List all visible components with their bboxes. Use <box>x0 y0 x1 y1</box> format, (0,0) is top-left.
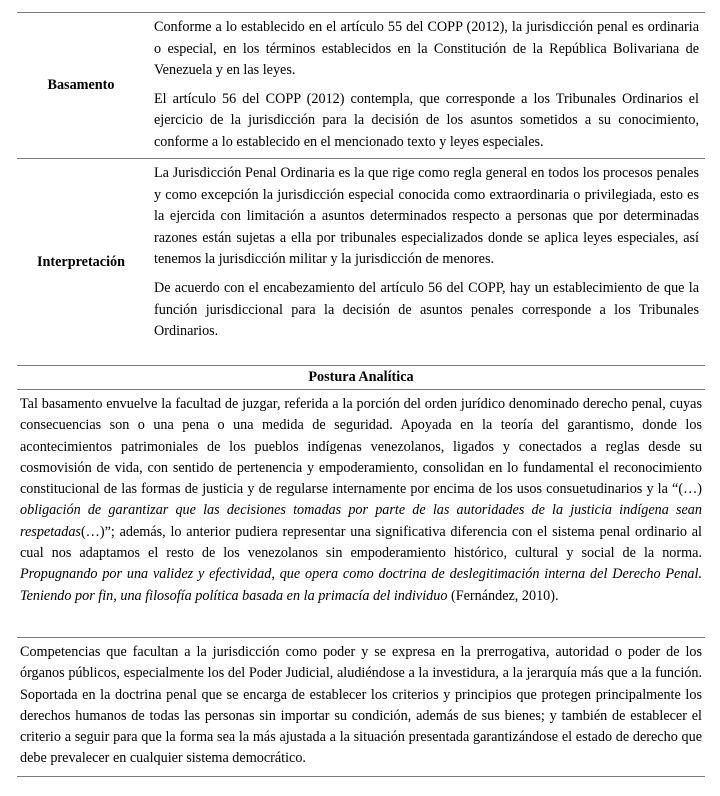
text-run: Tal basamento envuelve la facultad de juzgar, referida a la porción del orden jurídico denominado derecho penal, cuyas consecuencias son o una pena o una medida de seguridad. Apoyada en la teoría del garantismo, donde los acontecimientos patrimoniales de los pueblos indígenas venezolanos, ligados y conectados a reglas desde su cosmovisión de vida, con sentido de pertenencia y empoderamiento, consolidan en lo fundamental el reconocimiento constitucional de las formas de justicia y de regularse internamente por encima de los usos consuetudinarios y la “(…) <box>20 396 702 498</box>
row-label: Interpretación <box>37 253 125 270</box>
table-row-interpretacion <box>17 159 705 365</box>
postura-paragraph-1 <box>17 390 705 637</box>
paragraph <box>20 394 702 607</box>
table-row-basamento <box>17 13 705 158</box>
row-content <box>145 159 705 365</box>
italic-quote: obligación de garantizar que las decisiones tomadas por parte de las autoridades de la justicia indígena sean respetadas <box>20 502 702 540</box>
citation: (Fernández, 2010). <box>447 587 559 604</box>
section-header: Postura Analítica <box>308 369 414 385</box>
row-label: Basamento <box>47 77 115 93</box>
paragraph: La Jurisdicción Penal Ordinaria es la que rige como regla general en todos los procesos penales y como excepción la jurisdicción especial conocida como extraordinaria o privilegiada, esto es la ejercida con limitación a asuntos determinados respecto a personas que por determinadas razones están sujetas a ella por tribunales especializados donde se aplica leyes especiales, así tenemos la jurisdicción militar y la jurisdicción de menores. <box>154 165 699 268</box>
paragraph: Competencias que facultan a la jurisdicción como poder y se expresa en la prerrogativa, autoridad o poder de los órganos públicos, especialmente los del Poder Judicial, aludiéndose a la investidura, a la jerarquía más que a la función. Soportada en la doctrina penal que se encarga de establecer los criterios y principios que protegen principalmente los derechos humanos de todas las personas sin importar su condición, además de sus bienes; y también de establecer el criterio a seguir para que la forma sea la más ajustada a la situación presentada garantizándose el estado de derecho que debe prevalecer en cualquier sistema democrático. <box>20 644 702 767</box>
paragraph: De acuerdo con el encabezamiento del artículo 56 del COPP, hay un establecimiento de que la función jurisdiccional para la decisión de asuntos penales corresponde a los Tribunales Ordinarios. <box>154 279 699 340</box>
paragraph: Conforme a lo establecido en el artículo 55 del COPP (2012), la jurisdicción penal es ordinaria o especial, en los términos establecidos en la Constitución de la República Bolivariana de Venezuela y en las leyes. <box>154 19 699 79</box>
paragraph: El artículo 56 del COPP (2012) contempla, que corresponde a los Tribunales Ordinarios el ejercicio de la jurisdicción para la decisión de los asuntos sometidos a su conocimiento, conforme a lo establecido en el mencionado texto y leyes especiales. <box>154 90 699 150</box>
italic-text: Propugnando por una validez y efectividad, que opera como doctrina de deslegitimación interna del Derecho Penal. Teniendo por fin, una filosofía política basada en la primacía del individuo <box>20 566 702 604</box>
text-run: (…)”; además, lo anterior pudiera representar una significativa diferencia con el sistema penal ordinario al cual nos adaptamos el resto de los venezolanos sin empoderamiento histórico, cultural y social de la norma. <box>20 523 702 562</box>
analysis-table <box>17 12 705 777</box>
row-content <box>145 13 705 158</box>
postura-paragraph-2 <box>17 638 705 776</box>
table-rule <box>17 776 705 777</box>
